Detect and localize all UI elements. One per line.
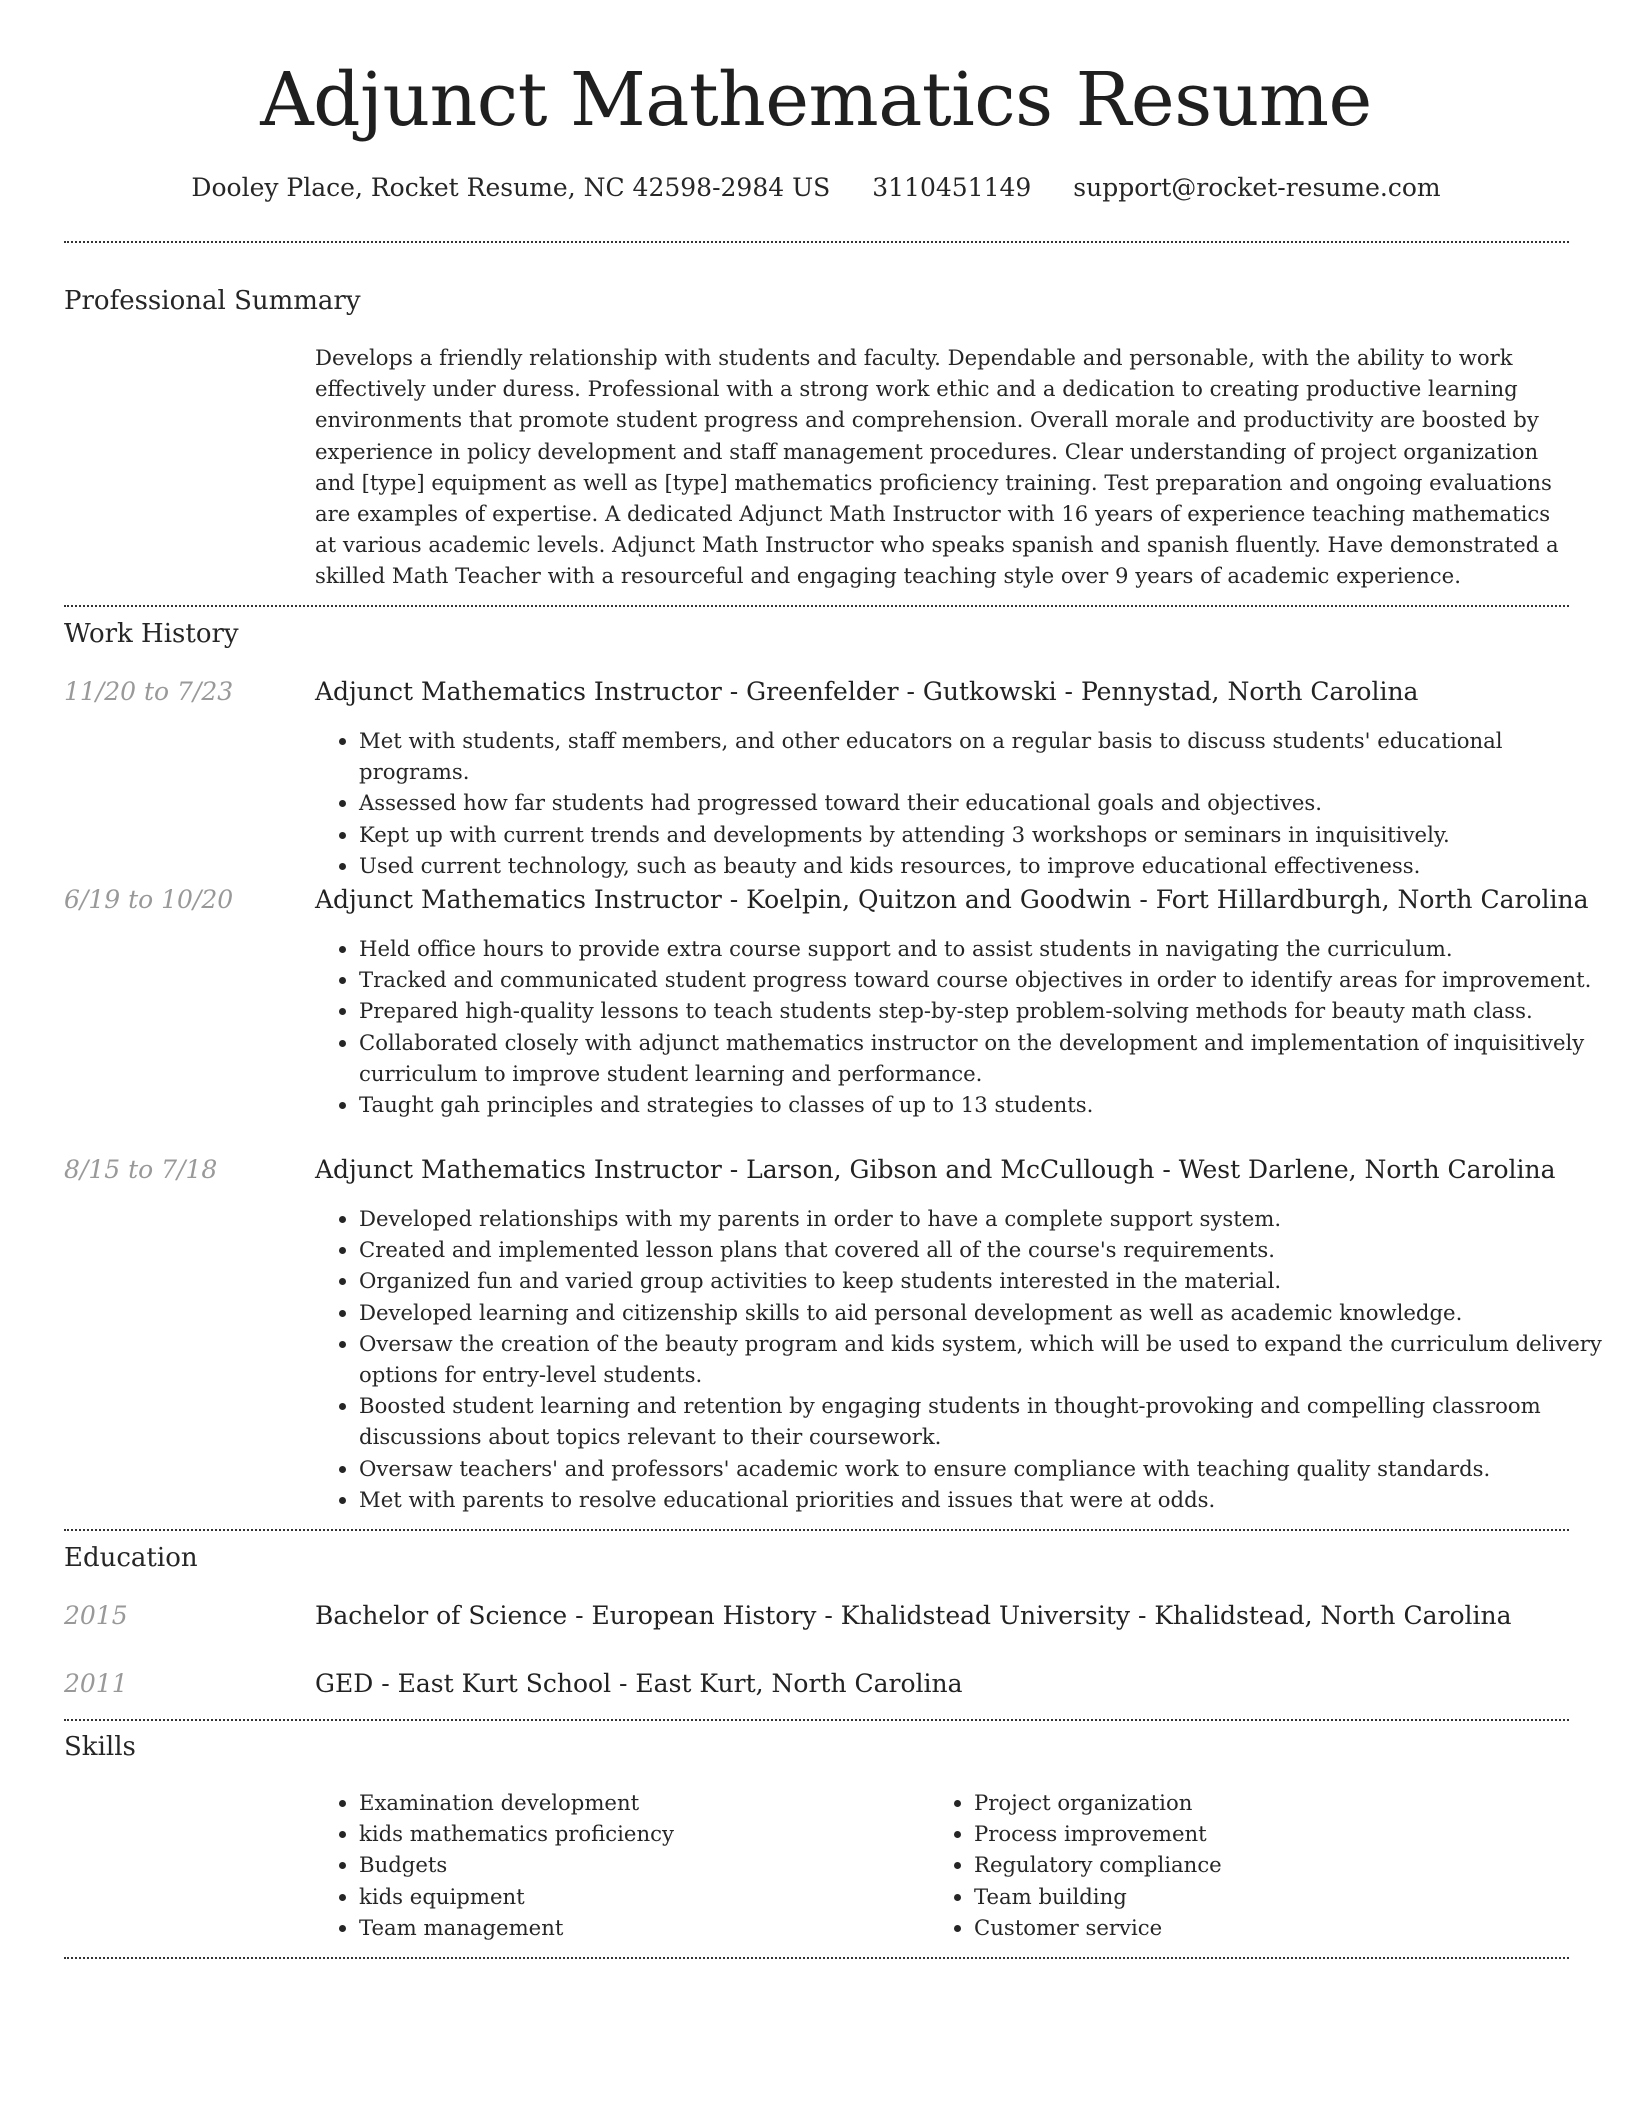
job-bullets xyxy=(315,1203,1614,1515)
divider xyxy=(64,605,1569,607)
contact-email: support@rocket-resume.com xyxy=(1073,173,1441,202)
summary-text: Develops a friendly relationship with students and faculty. Dependable and personable, with the ability to work effectively under duress. Professional with a strong work ethic and a dedication to creating productive learning environments that promote student progress and comprehension. Overall morale and productivity are boosted by experience in policy development and staff management procedures. Clear understanding of project organization and [type] equipment as well as [type] mathematics proficiency training. Test preparation and ongoing evaluations are examples of expertise. A dedicated Adjunct Math Instructor with 16 years of experience teaching mathematics at various academic levels. Adjunct Math Instructor who speaks spanish and spanish fluently. Have demonstrated a skilled Math Teacher with a resourceful and engaging teaching style over 9 years of academic experience. xyxy=(315,345,1559,589)
section-title-summary: Professional Summary xyxy=(64,286,361,316)
list-item: • kids equipment xyxy=(359,1881,919,1912)
list-item: • Developed learning and citizenship skills to aid personal development as well as academic knowledge. xyxy=(359,1297,1614,1328)
list-item: • Process improvement xyxy=(974,1818,1534,1849)
divider xyxy=(64,241,1569,243)
list-item: • Held office hours to provide extra course support and to assist students in navigating the curriculum. xyxy=(359,933,1614,964)
contact-address: Dooley Place, Rocket Resume, NC 42598-2984 US xyxy=(191,173,831,202)
job-title: Adjunct Mathematics Instructor - Greenfelder - Gutkowski - Pennystad, North Carolina xyxy=(315,677,1419,706)
divider xyxy=(64,1529,1569,1531)
education-year: 2015 xyxy=(64,1601,128,1630)
job-dates: 8/15 to 7/18 xyxy=(64,1155,218,1184)
list-item: • Regulatory compliance xyxy=(974,1849,1534,1880)
education-degree: Bachelor of Science - European History - Khalidstead University - Khalidstead, North Carolina xyxy=(315,1601,1512,1630)
list-item: • Oversaw the creation of the beauty program and kids system, which will be used to expand the curriculum delivery options for entry-level students. xyxy=(359,1328,1614,1390)
job-dates: 6/19 to 10/20 xyxy=(64,885,234,914)
section-title-skills: Skills xyxy=(64,1732,136,1762)
job-title: Adjunct Mathematics Instructor - Larson, Gibson and McCullough - West Darlene, North Carolina xyxy=(315,1155,1556,1184)
list-item: • Boosted student learning and retention by engaging students in thought-provoking and compelling classroom discussions about topics relevant to their coursework. xyxy=(359,1390,1614,1452)
list-item: • Prepared high-quality lessons to teach students step-by-step problem-solving methods for beauty math class. xyxy=(359,995,1614,1026)
divider xyxy=(64,1957,1569,1959)
list-item: • Examination development xyxy=(359,1787,919,1818)
list-item: • Met with students, staff members, and other educators on a regular basis to discuss students' educational programs. xyxy=(359,725,1614,787)
resume-title: Adjunct Mathematics Resume xyxy=(260,57,1372,143)
list-item: • Team building xyxy=(974,1881,1534,1912)
education-degree: GED - East Kurt School - East Kurt, North Carolina xyxy=(315,1669,963,1698)
list-item: • Used current technology, such as beauty and kids resources, to improve educational effectiveness. xyxy=(359,850,1614,881)
list-item: • Collaborated closely with adjunct mathematics instructor on the development and implementation of inquisitively curriculum to improve student learning and performance. xyxy=(359,1027,1614,1089)
list-item: • Customer service xyxy=(974,1912,1534,1943)
skills-list-right xyxy=(930,1787,1534,1943)
list-item: • Team management xyxy=(359,1912,919,1943)
section-title-education: Education xyxy=(64,1543,198,1573)
list-item: • Budgets xyxy=(359,1849,919,1880)
job-bullets xyxy=(315,725,1614,881)
list-item: • Developed relationships with my parents in order to have a complete support system. xyxy=(359,1203,1614,1234)
list-item: • Kept up with current trends and developments by attending 3 workshops or seminars in inquisitively. xyxy=(359,819,1614,850)
list-item: • kids mathematics proficiency xyxy=(359,1818,919,1849)
list-item: • Taught gah principles and strategies to classes of up to 13 students. xyxy=(359,1089,1614,1120)
contact-phone: 3110451149 xyxy=(872,173,1032,202)
skills-list-left xyxy=(315,1787,919,1943)
list-item: • Created and implemented lesson plans that covered all of the course's requirements. xyxy=(359,1234,1614,1265)
contact-line xyxy=(0,170,1632,206)
section-title-work-history: Work History xyxy=(64,619,239,649)
job-bullets xyxy=(315,933,1614,1120)
job-dates: 11/20 to 7/23 xyxy=(64,677,234,706)
list-item: • Project organization xyxy=(974,1787,1534,1818)
list-item: • Organized fun and varied group activities to keep students interested in the material. xyxy=(359,1265,1614,1296)
list-item: • Oversaw teachers' and professors' academic work to ensure compliance with teaching quality standards. xyxy=(359,1453,1614,1484)
job-title: Adjunct Mathematics Instructor - Koelpin, Quitzon and Goodwin - Fort Hillardburgh, North Carolina xyxy=(315,885,1589,914)
list-item: • Tracked and communicated student progress toward course objectives in order to identify areas for improvement. xyxy=(359,964,1614,995)
divider xyxy=(64,1719,1569,1721)
education-year: 2011 xyxy=(64,1669,128,1698)
list-item: • Assessed how far students had progressed toward their educational goals and objectives. xyxy=(359,787,1614,818)
list-item: • Met with parents to resolve educational priorities and issues that were at odds. xyxy=(359,1484,1614,1515)
